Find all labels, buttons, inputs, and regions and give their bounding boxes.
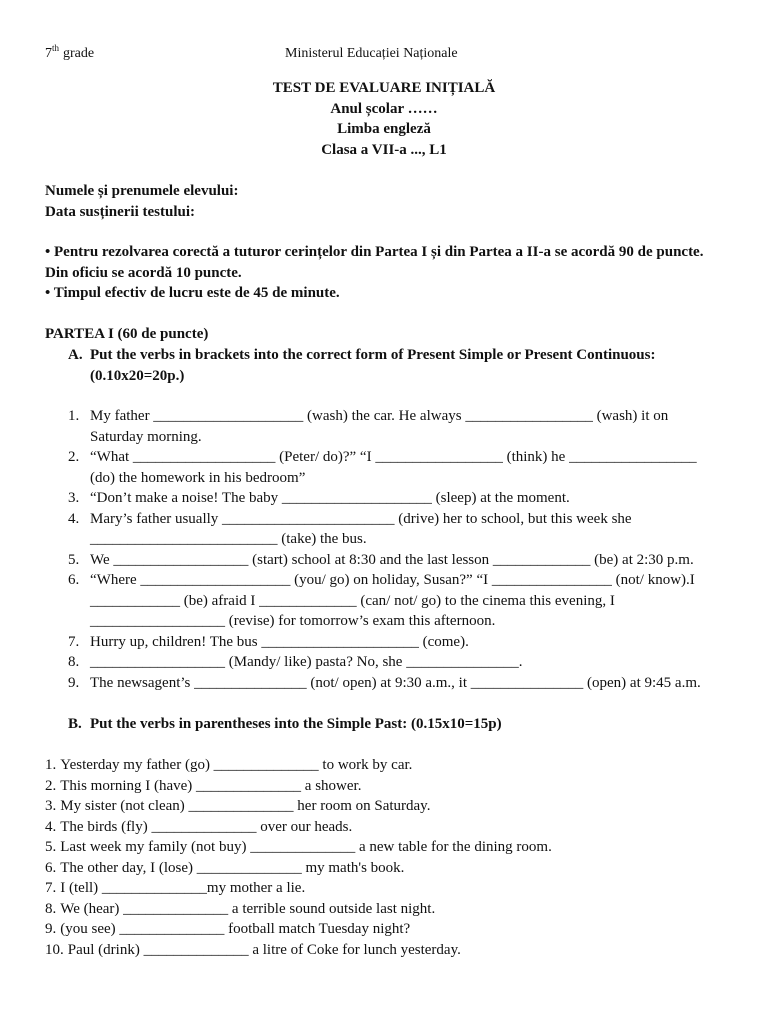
instructions: [45, 242, 703, 304]
test-title: TEST DE EVALUARE INIȚIALĂ: [272, 80, 496, 96]
question-text: Paul (drink) ______________ a litre of Coke for lunch yesterday.: [67, 941, 461, 958]
question-b-10: [45, 940, 552, 961]
question-number: 3.: [68, 490, 80, 506]
grade-ordinal-suffix: th: [52, 43, 60, 53]
question-number: 7.: [45, 880, 57, 896]
question-text: The other day, I (lose) ______________ my math's book.: [60, 859, 405, 876]
grade-label: [45, 44, 94, 65]
section-b-letter: B.: [68, 716, 82, 732]
question-text: We (hear) ______________ a terrible sound outside last night.: [60, 900, 436, 917]
question-b-6: [45, 858, 552, 879]
question-a-2: [0, 447, 768, 488]
question-b-3: [45, 796, 552, 817]
instruction-line: • Pentru rezolvarea corectă a tuturor cerințelor din Partea I și din Partea a II-a se acordă 90 de puncte.: [45, 244, 704, 260]
question-text: I (tell) ______________my mother a lie.: [60, 880, 306, 896]
subject: Limba engleză: [337, 121, 431, 137]
part-1-title: PARTEA I (60 de puncte): [45, 326, 209, 342]
question-a-1: [0, 406, 768, 447]
question-a-5: [0, 550, 768, 571]
question-b-2: [45, 776, 552, 797]
question-text: Last week my family (not buy) ______________ a new table for the dining room.: [60, 839, 552, 855]
question-number: 5.: [45, 839, 57, 855]
section-a-list: [0, 406, 768, 693]
question-text: The birds (fly) ______________ over our heads.: [60, 818, 353, 835]
question-text: My sister (not clean) ______________ her room on Saturday.: [60, 798, 431, 814]
section-b-heading: [0, 714, 768, 735]
question-text: (you see) ______________ football match Tuesday night?: [60, 921, 411, 937]
question-text-line: “What ___________________ (Peter/ do)?” “I _________________ (think) he _________________: [90, 449, 697, 465]
grade-word: grade: [63, 46, 95, 61]
question-number: 9.: [68, 674, 80, 691]
section-b-list: [45, 755, 552, 960]
question-number: 3.: [45, 798, 57, 814]
question-number: 4.: [68, 510, 80, 527]
question-text-line: Hurry up, children! The bus _____________________ (come).: [90, 633, 469, 650]
section-b-heading-line: Put the verbs in parentheses into the Simple Past: (0.15x10=15p): [90, 716, 502, 732]
question-text-line: _________________________ (take) the bus.: [90, 531, 367, 547]
question-b-4: [45, 817, 552, 838]
question-number: 10.: [45, 941, 64, 958]
question-number: 8.: [68, 654, 80, 670]
question-number: 7.: [68, 633, 80, 650]
question-number: 4.: [45, 818, 57, 835]
question-b-9: [45, 919, 552, 940]
instruction-line: Din oficiu se acordă 10 puncte.: [45, 264, 242, 281]
question-number: 9.: [45, 921, 57, 937]
instruction-line: • Timpul efectiv de lucru este de 45 de minute.: [45, 285, 340, 301]
question-a-6: [0, 570, 768, 632]
question-number: 1.: [45, 757, 57, 773]
question-a-8: [0, 652, 768, 673]
question-number: 2.: [68, 449, 80, 465]
grade-number: 7: [45, 46, 52, 61]
question-text-line: The newsagent’s _______________ (not/ open) at 9:30 a.m., it _______________ (open) at 9:45 a.m.: [90, 674, 701, 691]
question-text-line: “Don’t make a noise! The baby ____________________ (sleep) at the moment.: [90, 490, 570, 506]
question-number: 6.: [68, 572, 80, 588]
section-a-heading: [0, 345, 768, 386]
test-date-label: Data susținerii testului:: [45, 203, 195, 220]
question-text: Yesterday my father (go) ______________ to work by car.: [60, 757, 413, 773]
question-b-1: [45, 755, 552, 776]
question-number: 8.: [45, 900, 57, 917]
class-level: Clasa a VII-a ..., L1: [321, 141, 447, 158]
question-text-line: (do) the homework in his bedroom”: [90, 469, 306, 486]
question-number: 6.: [45, 859, 57, 876]
question-text-line: __________________ (revise) for tomorrow’s exam this afternoon.: [90, 613, 496, 629]
question-b-7: [45, 878, 552, 899]
question-a-4: [0, 509, 768, 550]
question-a-9: [0, 673, 768, 694]
ministry-name: Ministerul Educației Naționale: [285, 46, 458, 61]
question-text-line: Saturday morning.: [90, 428, 202, 445]
section-a-heading-line: Put the verbs in brackets into the correct form of Present Simple or Present Continuous:: [90, 347, 656, 363]
question-number: 5.: [68, 551, 80, 568]
section-a-letter: A.: [68, 347, 83, 363]
question-text-line: “Where ____________________ (you/ go) on holiday, Susan?” “I ________________ (not/ know).I: [90, 572, 695, 588]
question-text-line: ____________ (be) afraid I _____________ (can/ not/ go) to the cinema this evening, I: [90, 592, 615, 609]
title-block: [0, 78, 768, 160]
question-b-5: [45, 837, 552, 858]
student-name-label: Numele și prenumele elevului:: [45, 183, 239, 199]
question-text-line: My father ____________________ (wash) the car. He always _________________ (wash) it on: [90, 408, 669, 424]
question-text-line: __________________ (Mandy/ like) pasta? No, she _______________.: [90, 654, 523, 670]
question-text-line: We __________________ (start) school at 8:30 and the last lesson _____________ (be) at 2:30 p.m.: [90, 551, 694, 568]
question-number: 1.: [68, 408, 80, 424]
question-a-7: [0, 632, 768, 653]
student-fields: [45, 181, 238, 222]
question-text: This morning I (have) ______________ a shower.: [60, 777, 362, 794]
section-a-score: (0.10x20=20p.): [90, 367, 185, 384]
question-number: 2.: [45, 777, 57, 794]
question-b-8: [45, 899, 552, 920]
question-a-3: [0, 488, 768, 509]
school-year: Anul școlar ……: [330, 100, 438, 117]
question-text-line: Mary’s father usually _______________________ (drive) her to school, but this week she: [90, 510, 632, 527]
